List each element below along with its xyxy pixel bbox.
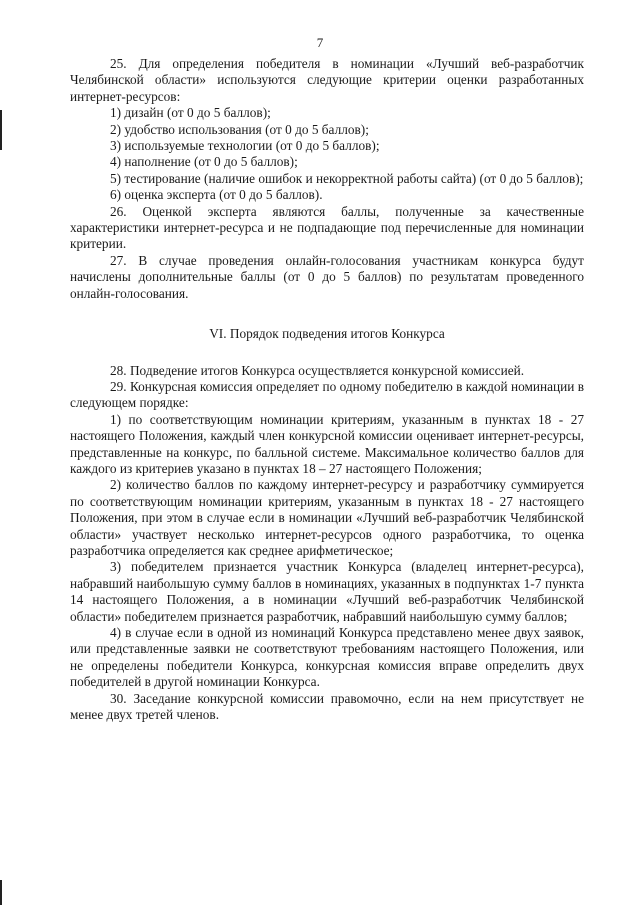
scan-margin-mark [0, 110, 2, 150]
procedure-step-3: 3) победителем признается участник Конкурса (владелец интернет-ресурса), набравший наибольшую сумму баллов в номинациях, указанных в подпунктах 1-7 пункта 14 настоящего Положения, а в номинации «Лучший веб-разработчик Челябинской области» победителем признается разработчик, набравший наибольшую сумму баллов; [70, 559, 584, 624]
procedure-step-2: 2) количество баллов по каждому интернет-ресурсу и разработчику суммируется по соответствующим номинации критериям, указанным в пунктах 18 - 27 настоящего Положения, при этом в случае если в номинации «Лучший веб-разработчик Челябинской области» участвует несколько интернет-ресурсов одного разработчика, то оценка разработчика определяется как среднее арифметическое; [70, 477, 584, 558]
scan-margin-mark [0, 880, 2, 905]
criterion-usability: 2) удобство использования (от 0 до 5 баллов); [110, 121, 369, 137]
document-body [70, 56, 584, 723]
procedure-step-4: 4) в случае если в одной из номинаций Конкурса представлено менее двух заявок, или представленные заявки не соответствуют требованиям настоящего Положения, или не определены победители Конкурса, конкурсная комиссия вправе определить двух победителей в другой номинации Конкурса. [70, 625, 584, 690]
criterion-technologies: 3) используемые технологии (от 0 до 5 баллов); [110, 138, 380, 154]
paragraph-27: 27. В случае проведения онлайн-голосования участникам конкурса будут начислены дополнительные баллы (от 0 до 5 баллов) по результатам проведенного онлайн-голосования. [70, 252, 584, 301]
paragraph-26: 26. Оценкой эксперта являются баллы, полученные за качественные характеристики интернет-ресурса и не подпадающие под перечисленные для номинации критерии. [70, 203, 584, 252]
criterion-content: 4) наполнение (от 0 до 5 баллов); [110, 154, 298, 170]
page-number: 7 [316, 35, 324, 50]
criterion-testing: 5) тестирование (наличие ошибок и некорректной работы сайта) (от 0 до 5 баллов); [110, 170, 584, 186]
paragraph-29: 29. Конкурсная комиссия определяет по одному победителю в каждой номинации в следующем порядке: [70, 378, 584, 411]
section-heading: VI. Порядок подведения итогов Конкурса [209, 326, 445, 342]
paragraph-30: 30. Заседание конкурсной комиссии правомочно, если на нем присутствует не менее двух третей членов. [70, 690, 584, 723]
criterion-expert: 6) оценка эксперта (от 0 до 5 баллов). [110, 187, 323, 203]
paragraph-28: 28. Подведение итогов Конкурса осуществляется конкурсной комиссией. [110, 362, 525, 378]
procedure-step-1: 1) по соответствующим номинации критериям, указанным в пунктах 18 - 27 настоящего Положения, каждый член конкурсной комиссии оценивает интернет-ресурсы, представленные на конкурс, по балльной системе. Максимальное количество баллов для каждого из критериев указано в пунктах 18 – 27 настоящего Положения; [70, 411, 584, 476]
criterion-design: 1) дизайн (от 0 до 5 баллов); [110, 105, 271, 121]
paragraph-25: 25. Для определения победителя в номинации «Лучший веб-разработчик Челябинской области» используются следующие критерии оценки разработанных интернет-ресурсов: [70, 56, 584, 104]
